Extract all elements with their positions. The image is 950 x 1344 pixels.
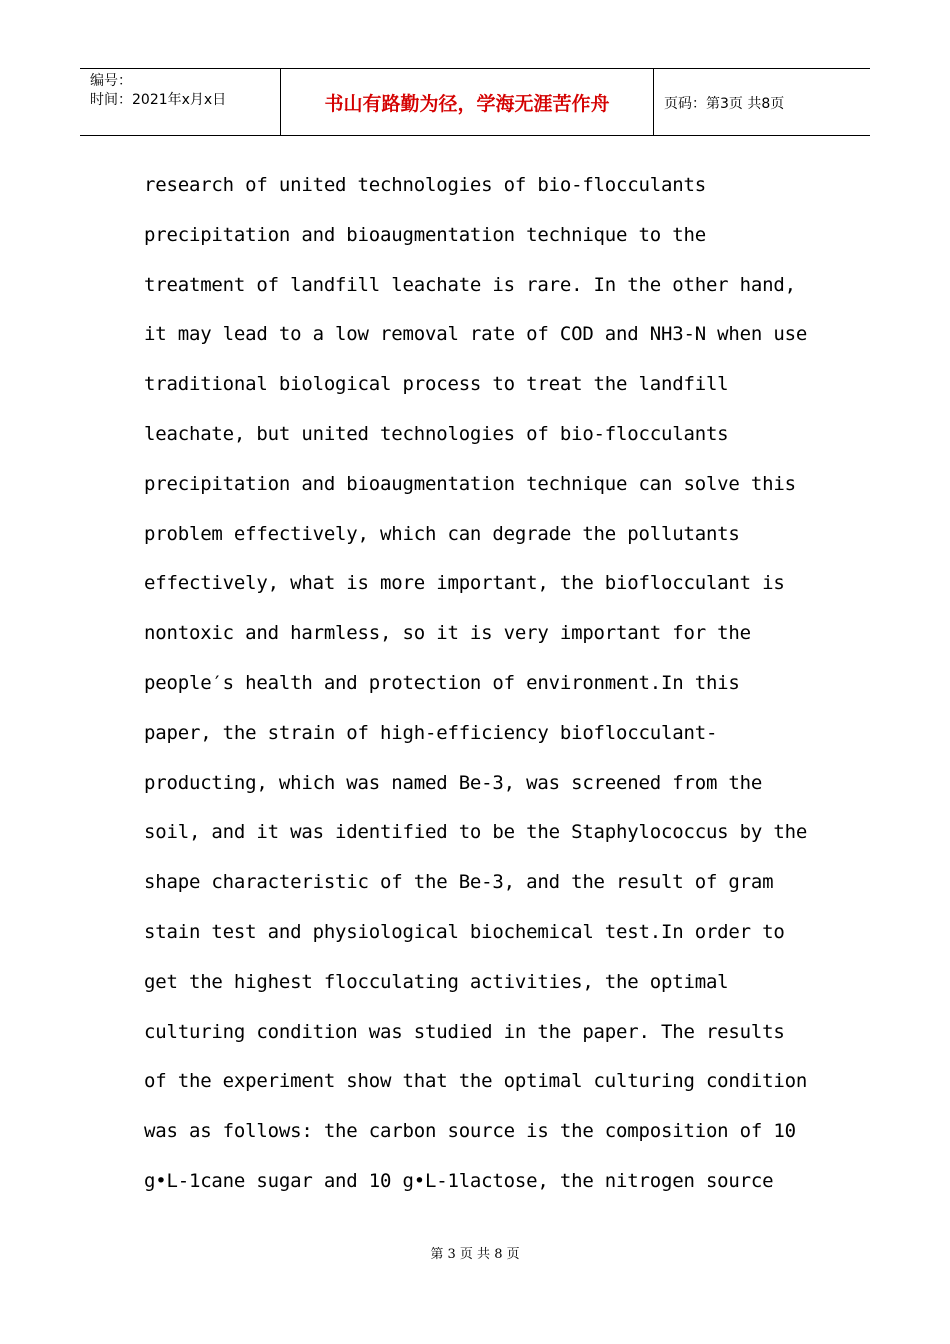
body-line: paper, the strain of high-efficiency bioflocculant-: [144, 721, 718, 744]
body-line: stain test and physiological biochemical test.In order to: [144, 920, 785, 943]
body-line: shape characteristic of the Be-3, and the result of gram: [144, 871, 774, 894]
body-text: [144, 170, 844, 1216]
body-line: nontoxic and harmless, so it is very important for the: [144, 622, 751, 645]
body-line: culturing condition was studied in the paper. The results: [144, 1020, 785, 1043]
document-date-label: 时间：2021年x月x日: [90, 92, 227, 108]
body-line: people′s health and protection of environment.In this: [144, 671, 740, 694]
body-line: get the highest flocculating activities, the optimal: [144, 970, 729, 993]
body-line: treatment of landfill leachate is rare. In the other hand,: [144, 273, 796, 296]
body-line: leachate, but united technologies of bio-flocculants: [144, 422, 729, 445]
body-line: precipitation and bioaugmentation technique can solve this: [144, 472, 796, 495]
body-line: producting, which was named Be-3, was screened from the: [144, 771, 763, 794]
body-line: research of united technologies of bio-flocculants: [144, 174, 706, 196]
page-header: [80, 68, 870, 136]
header-meta-cell: [80, 69, 281, 135]
body-line: traditional biological process to treat the landfill: [144, 373, 729, 396]
body-line: precipitation and bioaugmentation technique to the: [144, 223, 706, 246]
body-line: effectively, what is more important, the bioflocculant is: [144, 572, 785, 595]
body-line: problem effectively, which can degrade the pollutants: [144, 522, 740, 545]
document-number-label: 编号：: [90, 73, 132, 89]
body-line: was as follows: the carbon source is the composition of 10: [144, 1120, 796, 1143]
body-line: of the experiment show that the optimal culturing condition: [144, 1070, 808, 1093]
header-motto-cell: [281, 69, 654, 135]
body-line: soil, and it was identified to be the Staphylococcus by the: [144, 821, 808, 844]
body-line: g•L-1cane sugar and 10 g•L-1lactose, the nitrogen source: [144, 1169, 774, 1192]
header-page-cell: [654, 69, 870, 135]
header-page-info: 页码：第3页 共8页: [664, 96, 785, 112]
body-line: it may lead to a low removal rate of COD and NH3-N when use: [144, 323, 808, 346]
page-footer: 第 3 页 共 8 页: [430, 1247, 520, 1262]
header-motto: 书山有路勤为径，学海无涯苦作舟: [324, 93, 610, 115]
